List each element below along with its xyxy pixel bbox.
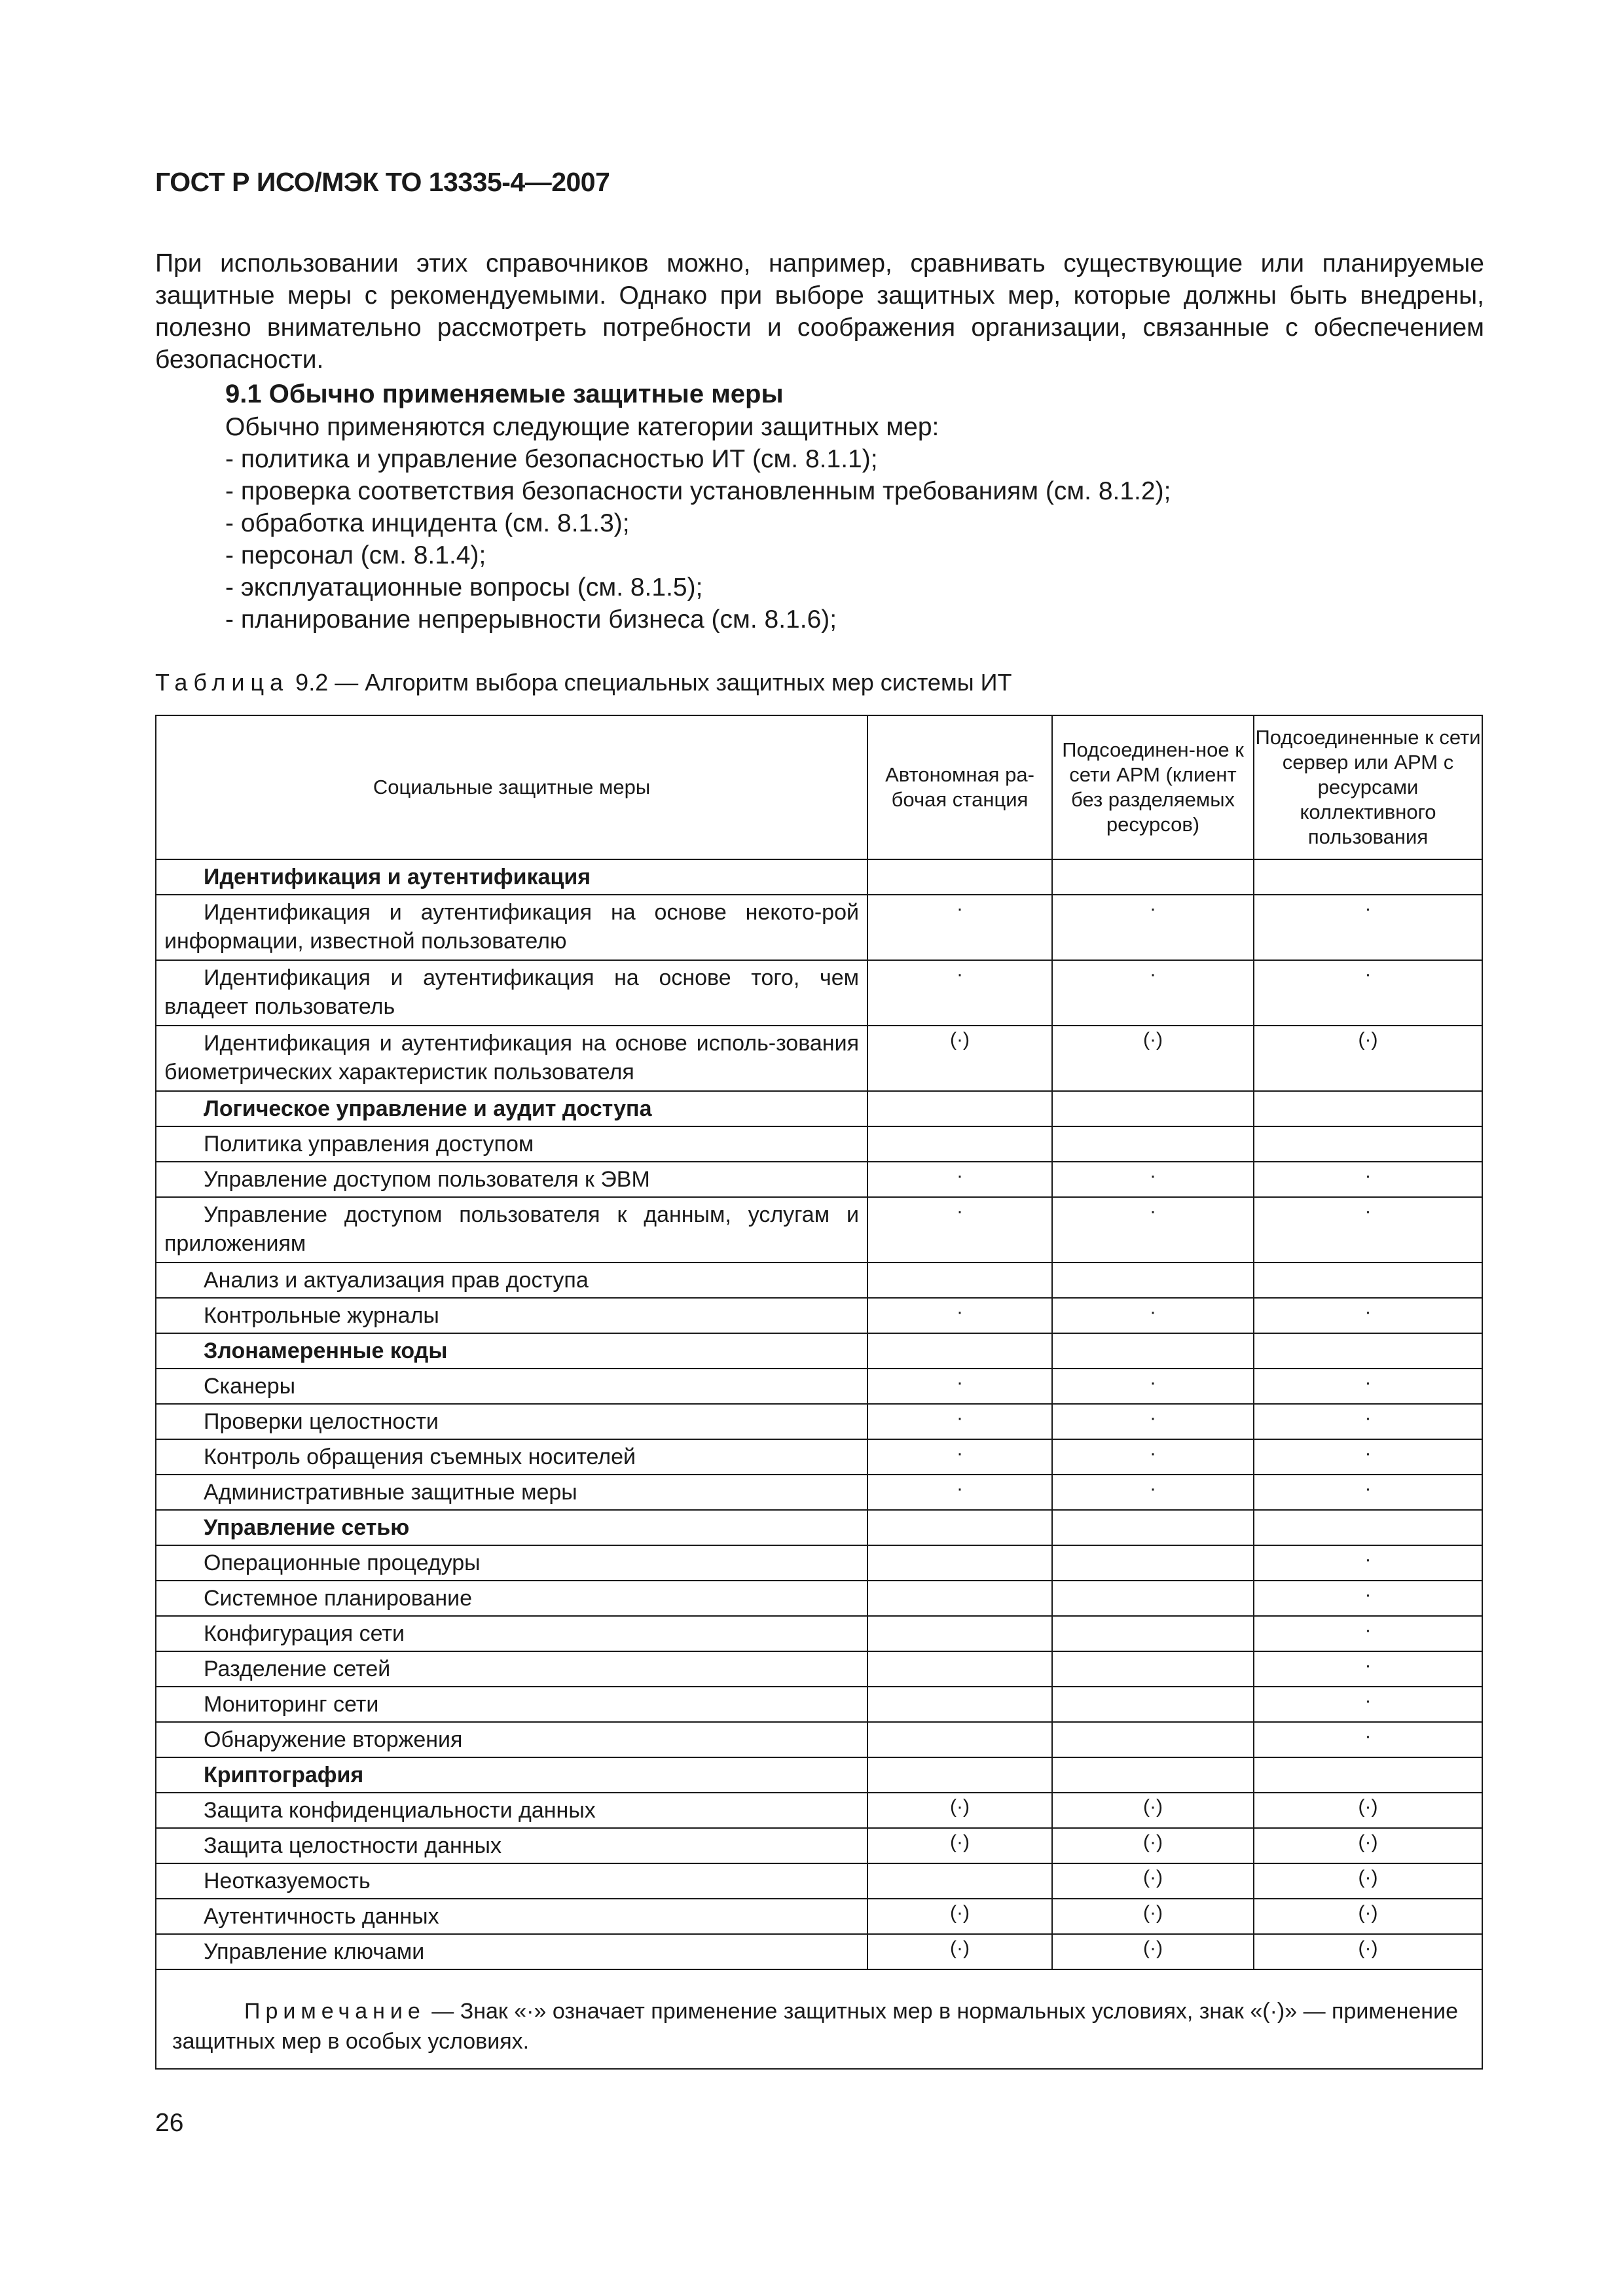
applicability-mark: (·) xyxy=(1052,1863,1254,1899)
table-row xyxy=(156,1439,1482,1475)
applicability-mark: · xyxy=(1254,1162,1482,1197)
table-body xyxy=(156,859,1482,1969)
table-row xyxy=(156,1616,1482,1651)
applicability-mark: (·) xyxy=(867,1934,1052,1969)
table-row xyxy=(156,1126,1482,1162)
measure-text: Контроль обращения съемных носителей xyxy=(204,1444,636,1469)
measure-label xyxy=(156,1263,867,1298)
applicability-mark xyxy=(1254,859,1482,895)
applicability-mark: (·) xyxy=(1052,1934,1254,1969)
applicability-mark: · xyxy=(1254,1439,1482,1475)
applicability-mark: · xyxy=(1052,1369,1254,1404)
group-heading xyxy=(156,1091,867,1126)
applicability-mark xyxy=(1052,1616,1254,1651)
table-row xyxy=(156,1651,1482,1687)
table-row xyxy=(156,1793,1482,1828)
group-heading xyxy=(156,859,867,895)
table-row xyxy=(156,1298,1482,1333)
applicability-mark: (·) xyxy=(1052,1793,1254,1828)
applicability-mark: · xyxy=(867,1475,1052,1510)
applicability-mark: · xyxy=(1052,895,1254,960)
applicability-mark xyxy=(1254,1333,1482,1369)
applicability-mark: (·) xyxy=(1254,1793,1482,1828)
measure-label xyxy=(156,1722,867,1757)
applicability-mark: · xyxy=(1052,960,1254,1026)
applicability-mark: · xyxy=(1052,1475,1254,1510)
applicability-mark xyxy=(1052,1091,1254,1126)
applicability-mark: · xyxy=(1052,1298,1254,1333)
applicability-mark: · xyxy=(1254,1475,1482,1510)
table-caption xyxy=(155,669,1012,696)
table-caption-label: Таблица xyxy=(155,669,289,696)
measure-label xyxy=(156,1581,867,1616)
list-item: - политика и управление безопасностью ИТ (см. 8.1.1); xyxy=(225,445,878,473)
table-group-row xyxy=(156,1333,1482,1369)
applicability-mark: · xyxy=(1254,1687,1482,1722)
applicability-mark: (·) xyxy=(1052,1026,1254,1091)
table-row xyxy=(156,1722,1482,1757)
measure-text: Контрольные журналы xyxy=(204,1303,439,1328)
measure-text: Управление ключами xyxy=(204,1939,425,1964)
applicability-mark: · xyxy=(1254,960,1482,1026)
applicability-mark xyxy=(1052,1263,1254,1298)
measure-text: Идентификация и аутентификация на основе исполь-зования биометрических характеристик пользователя xyxy=(164,1031,859,1085)
applicability-mark xyxy=(1052,1126,1254,1162)
measure-text: Идентификация и аутентификация на основе некото-рой информации, известной пользователю xyxy=(164,900,859,954)
table-note-row xyxy=(156,1969,1482,2069)
measure-label xyxy=(156,1439,867,1475)
applicability-mark: · xyxy=(1254,1545,1482,1581)
applicability-mark: · xyxy=(867,895,1052,960)
applicability-mark xyxy=(867,1651,1052,1687)
applicability-mark: (·) xyxy=(1254,1863,1482,1899)
measure-label xyxy=(156,1687,867,1722)
applicability-mark: · xyxy=(1254,1722,1482,1757)
measure-text: Криптография xyxy=(204,1763,364,1787)
table-row xyxy=(156,1828,1482,1863)
applicability-mark xyxy=(867,1722,1052,1757)
measure-text: Неотказуемость xyxy=(204,1869,371,1893)
note-text: — Знак «·» означает применение защитных мер в нормальных условиях, знак «(·)» — применение защитных мер в особых условиях. xyxy=(172,1999,1458,2054)
applicability-mark: · xyxy=(1254,1651,1482,1687)
applicability-mark: · xyxy=(1052,1404,1254,1439)
document-header: ГОСТ Р ИСО/МЭК ТО 13335-4—2007 xyxy=(155,167,610,197)
table-row xyxy=(156,1162,1482,1197)
measure-label xyxy=(156,1475,867,1510)
applicability-mark xyxy=(867,1510,1052,1545)
table-row xyxy=(156,895,1482,960)
table-note xyxy=(156,1969,1482,2069)
applicability-mark xyxy=(1052,1581,1254,1616)
column-header-measures: Социальные защитные меры xyxy=(156,715,867,859)
applicability-mark: (·) xyxy=(867,1026,1052,1091)
applicability-mark: · xyxy=(867,1404,1052,1439)
table-row xyxy=(156,1475,1482,1510)
applicability-mark xyxy=(867,1333,1052,1369)
applicability-mark: · xyxy=(1254,1197,1482,1263)
section-title: 9.1 Обычно применяемые защитные меры xyxy=(225,380,784,408)
applicability-mark: · xyxy=(867,1197,1052,1263)
list-item: - планирование непрерывности бизнеса (см. 8.1.6); xyxy=(225,605,837,634)
table-group-row xyxy=(156,1757,1482,1793)
applicability-mark xyxy=(1254,1510,1482,1545)
list-item: - проверка соответствия безопасности установленным требованиям (см. 8.1.2); xyxy=(225,477,1171,505)
measure-label xyxy=(156,1298,867,1333)
applicability-mark xyxy=(867,1263,1052,1298)
measure-label xyxy=(156,1369,867,1404)
applicability-mark: · xyxy=(1254,895,1482,960)
applicability-mark xyxy=(1052,1687,1254,1722)
applicability-mark: (·) xyxy=(1254,1026,1482,1091)
measure-text: Злонамеренные коды xyxy=(204,1338,448,1363)
applicability-mark: (·) xyxy=(1254,1934,1482,1969)
measure-label xyxy=(156,1162,867,1197)
measure-text: Защита целостности данных xyxy=(204,1833,501,1858)
table-row xyxy=(156,1899,1482,1934)
measure-text: Управление сетью xyxy=(204,1515,410,1540)
measure-text: Проверки целостности xyxy=(204,1409,439,1434)
applicability-mark xyxy=(1052,1333,1254,1369)
measure-text: Идентификация и аутентификация на основе того, чем владеет пользователь xyxy=(164,965,859,1019)
category-lead: Обычно применяются следующие категории защитных мер: xyxy=(225,413,939,441)
applicability-mark: · xyxy=(1052,1162,1254,1197)
applicability-mark: (·) xyxy=(1254,1828,1482,1863)
table-header-row xyxy=(156,715,1482,859)
list-item: - обработка инцидента (см. 8.1.3); xyxy=(225,509,630,537)
table-row xyxy=(156,1026,1482,1091)
applicability-mark: · xyxy=(867,960,1052,1026)
measure-label xyxy=(156,1616,867,1651)
table-row xyxy=(156,1545,1482,1581)
table-row xyxy=(156,1197,1482,1263)
applicability-mark xyxy=(1052,1510,1254,1545)
table-row xyxy=(156,1863,1482,1899)
intro-paragraph: При использовании этих справочников можно, например, сравнивать существующие или планируемые защитные меры с рекомендуемыми. Однако при выборе защитных мер, которые должны быть внедрены, полезно внимательно рассмотреть потребности и соображения организации, связанные с обеспечением безопасности. xyxy=(155,249,1484,374)
applicability-mark: · xyxy=(867,1162,1052,1197)
measure-text: Разделение сетей xyxy=(204,1657,391,1681)
applicability-mark: (·) xyxy=(1052,1828,1254,1863)
measure-text: Логическое управление и аудит доступа xyxy=(204,1096,652,1121)
applicability-mark: · xyxy=(867,1439,1052,1475)
applicability-mark xyxy=(1254,1263,1482,1298)
applicability-mark: (·) xyxy=(1052,1899,1254,1934)
applicability-mark xyxy=(867,1545,1052,1581)
applicability-mark: (·) xyxy=(867,1793,1052,1828)
measure-text: Политика управления доступом xyxy=(204,1132,534,1157)
measure-text: Аутентичность данных xyxy=(204,1904,439,1929)
table-row xyxy=(156,1687,1482,1722)
measure-text: Управление доступом пользователя к ЭВМ xyxy=(204,1167,650,1192)
applicability-mark: (·) xyxy=(867,1899,1052,1934)
table-row xyxy=(156,1404,1482,1439)
measure-label xyxy=(156,960,867,1026)
applicability-mark xyxy=(1254,1126,1482,1162)
table-row xyxy=(156,960,1482,1026)
applicability-mark xyxy=(1052,1757,1254,1793)
measure-label xyxy=(156,1404,867,1439)
measure-label xyxy=(156,1828,867,1863)
group-heading xyxy=(156,1510,867,1545)
column-header-networked-client: Подсоединен-ное к сети АРМ (клиент без разделяемых ресурсов) xyxy=(1052,715,1254,859)
applicability-mark xyxy=(1052,1722,1254,1757)
applicability-mark: · xyxy=(1052,1197,1254,1263)
applicability-mark xyxy=(867,1126,1052,1162)
column-header-standalone: Автономная ра-бочая станция xyxy=(867,715,1052,859)
measure-text: Защита конфиденциальности данных xyxy=(204,1798,596,1823)
applicability-mark xyxy=(867,1091,1052,1126)
applicability-mark xyxy=(1052,1651,1254,1687)
applicability-mark: · xyxy=(867,1369,1052,1404)
applicability-mark: · xyxy=(1254,1298,1482,1333)
page-number: 26 xyxy=(155,2109,184,2137)
measure-text: Конфигурация сети xyxy=(204,1621,405,1646)
applicability-mark xyxy=(1254,1757,1482,1793)
measure-label xyxy=(156,1863,867,1899)
applicability-mark xyxy=(867,1581,1052,1616)
applicability-mark xyxy=(867,1863,1052,1899)
applicability-mark xyxy=(867,1687,1052,1722)
table-row xyxy=(156,1369,1482,1404)
applicability-mark xyxy=(1052,859,1254,895)
list-item: - персонал (см. 8.1.4); xyxy=(225,541,486,569)
applicability-mark xyxy=(867,1757,1052,1793)
measure-text: Обнаружение вторжения xyxy=(204,1727,463,1752)
applicability-mark: · xyxy=(1254,1581,1482,1616)
applicability-mark: · xyxy=(1254,1404,1482,1439)
measure-label xyxy=(156,1545,867,1581)
table-caption-text: 9.2 — Алгоритм выбора специальных защитных мер системы ИТ xyxy=(295,669,1012,696)
measure-label xyxy=(156,1197,867,1263)
table-group-row xyxy=(156,1510,1482,1545)
measure-text: Анализ и актуализация прав доступа xyxy=(204,1268,589,1293)
measure-text: Операционные процедуры xyxy=(204,1551,481,1575)
applicability-mark xyxy=(867,1616,1052,1651)
measure-label xyxy=(156,1126,867,1162)
applicability-mark: (·) xyxy=(1254,1899,1482,1934)
measure-label xyxy=(156,1899,867,1934)
measure-label xyxy=(156,1793,867,1828)
applicability-mark: · xyxy=(1052,1439,1254,1475)
applicability-mark: (·) xyxy=(867,1828,1052,1863)
applicability-mark xyxy=(1254,1091,1482,1126)
measure-text: Мониторинг сети xyxy=(204,1692,379,1717)
measure-text: Административные защитные меры xyxy=(204,1480,577,1505)
measure-label xyxy=(156,1651,867,1687)
list-item: - эксплуатационные вопросы (см. 8.1.5); xyxy=(225,573,703,601)
table-group-row xyxy=(156,1091,1482,1126)
safeguards-table xyxy=(155,715,1483,2070)
measure-text: Управление доступом пользователя к данным, услугам и приложениям xyxy=(164,1202,859,1256)
group-heading xyxy=(156,1757,867,1793)
category-list xyxy=(225,411,1171,636)
table-row xyxy=(156,1581,1482,1616)
column-header-networked-server: Подсоединенные к сети сервер или АРМ с ресурсами коллективного пользования xyxy=(1254,715,1482,859)
applicability-mark xyxy=(1052,1545,1254,1581)
measure-label xyxy=(156,1934,867,1969)
measure-text: Системное планирование xyxy=(204,1586,473,1611)
applicability-mark xyxy=(867,859,1052,895)
note-label: Примечание xyxy=(244,1999,426,2024)
table-group-row xyxy=(156,859,1482,895)
applicability-mark: · xyxy=(867,1298,1052,1333)
applicability-mark: · xyxy=(1254,1369,1482,1404)
table-row xyxy=(156,1263,1482,1298)
measure-label xyxy=(156,1026,867,1091)
measure-label xyxy=(156,895,867,960)
measure-text: Идентификация и аутентификация xyxy=(204,865,591,889)
applicability-mark: · xyxy=(1254,1616,1482,1651)
group-heading xyxy=(156,1333,867,1369)
measure-text: Сканеры xyxy=(204,1374,296,1399)
table-row xyxy=(156,1934,1482,1969)
